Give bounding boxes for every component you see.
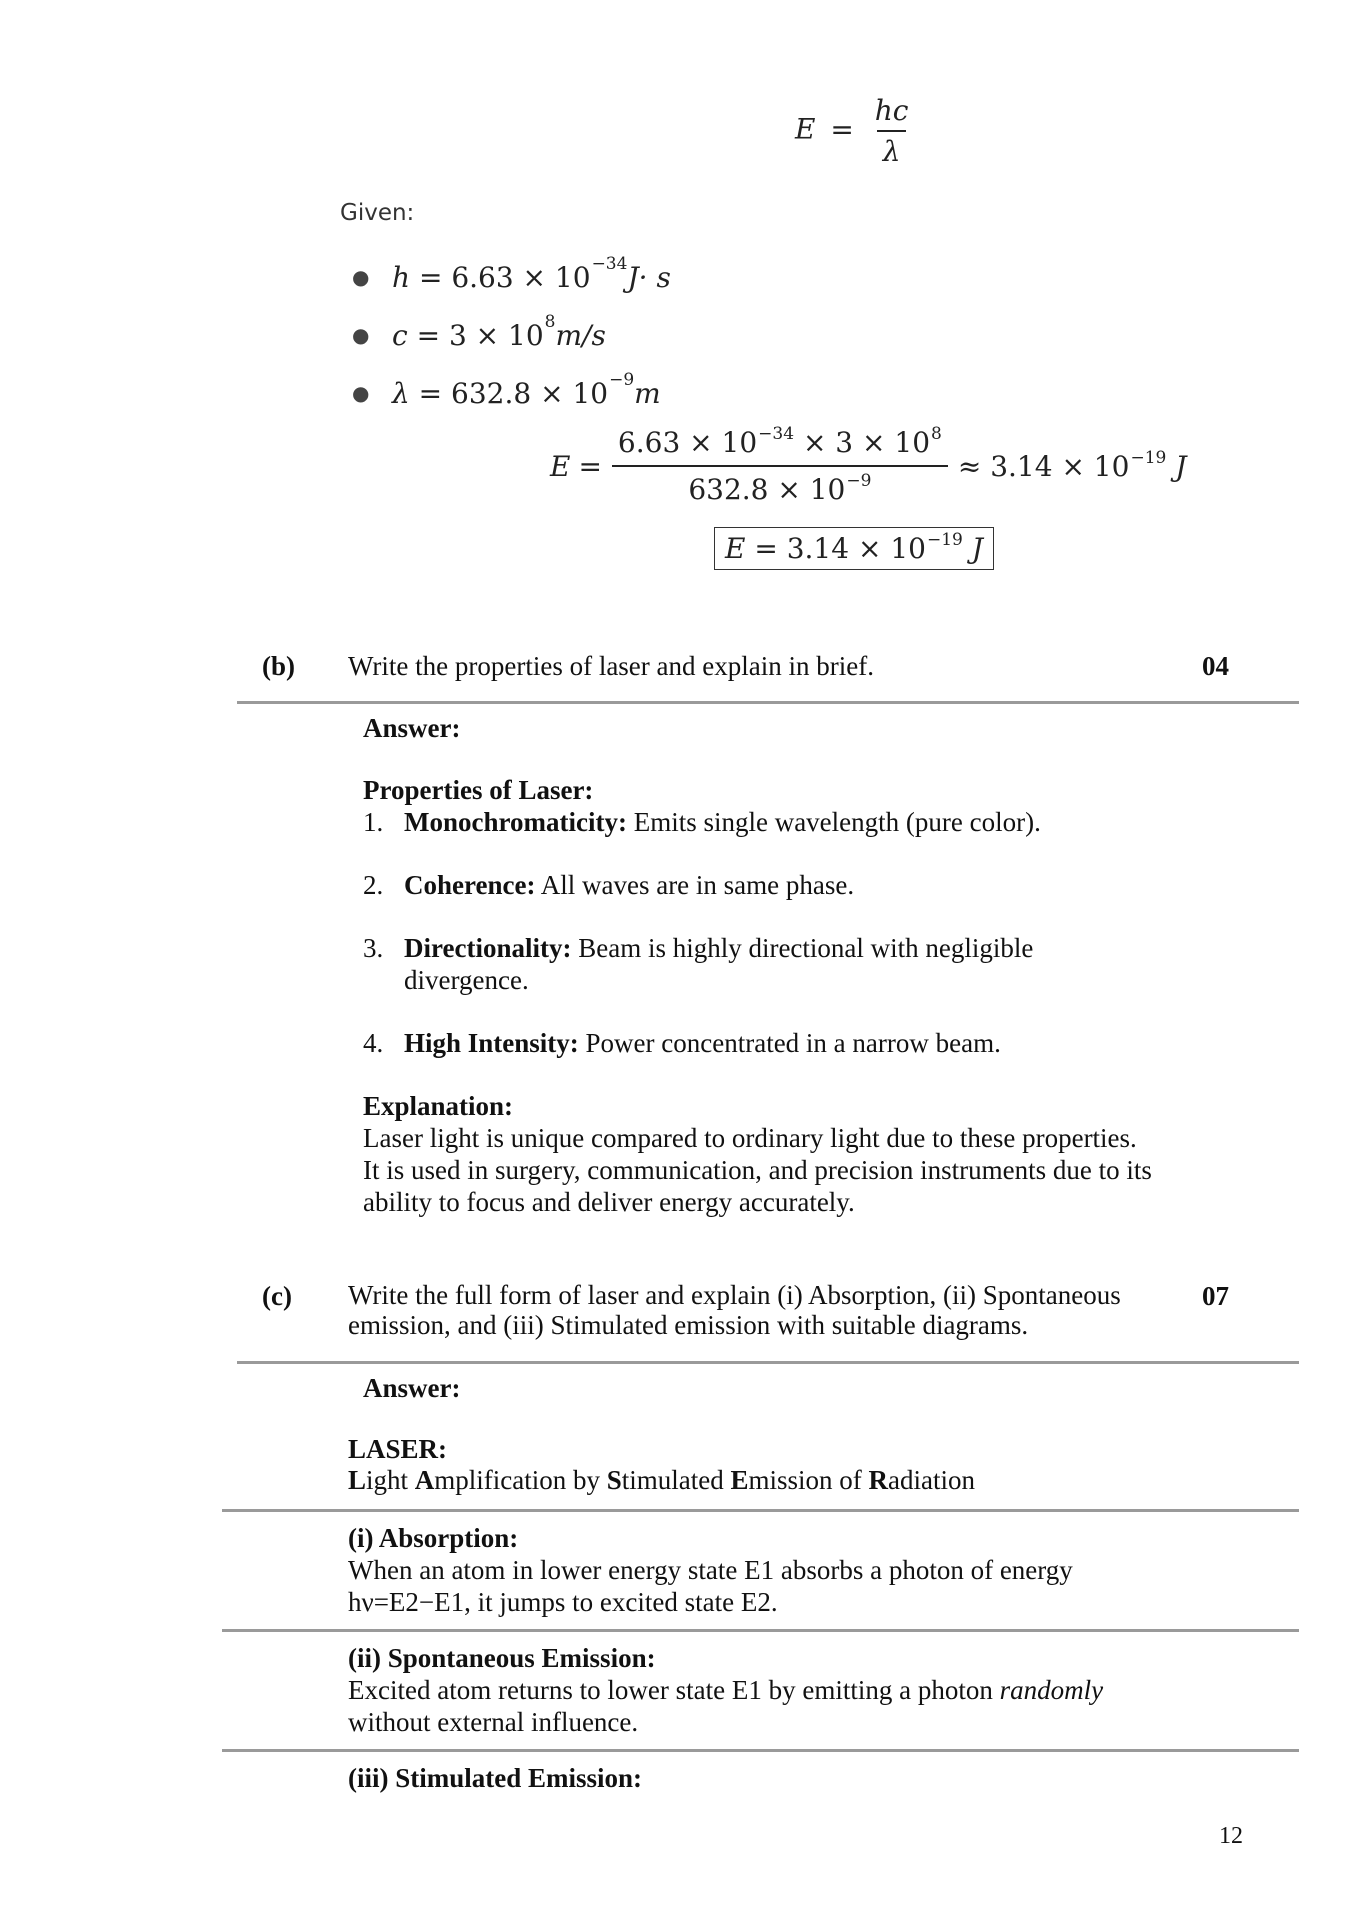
laser-initial: A	[414, 1465, 435, 1495]
stimulated-title: (iii) Stimulated Emission:	[348, 1763, 643, 1793]
given-item-h	[352, 248, 671, 306]
formula-eq: =	[830, 112, 854, 146]
part-c-label: (c)	[262, 1281, 292, 1311]
property-number: 4.	[363, 1028, 384, 1058]
laser-initial: S	[606, 1465, 622, 1495]
property-item	[363, 806, 1223, 838]
spontaneous-line: without external influence.	[348, 1707, 639, 1737]
given-var: λ	[392, 376, 410, 410]
spontaneous-text: Excited atom returns to lower state E1 by emitting a photon	[348, 1675, 1000, 1705]
given-unit: J· s	[627, 260, 671, 294]
formula-fraction	[869, 94, 915, 168]
property-term: Monochromaticity:	[404, 807, 627, 837]
laser-full-form	[348, 1464, 975, 1496]
calc-den-exp: −9	[846, 471, 872, 491]
property-term: High Intensity:	[404, 1028, 579, 1058]
calc-num-a-exp: −34	[758, 424, 795, 444]
properties-title: Properties of Laser:	[363, 775, 594, 805]
calc-num-b: × 3 × 10	[794, 426, 931, 459]
calc-numerator	[612, 426, 948, 465]
result-lhs: E	[725, 532, 746, 565]
property-item	[363, 1027, 1223, 1059]
spontaneous-emphasis: randomly	[999, 1675, 1104, 1705]
energy-calculation	[550, 426, 1186, 506]
answer-label: Answer:	[363, 713, 461, 743]
given-eq: = 6.63 × 10	[418, 260, 591, 294]
laser-word: adiation	[888, 1465, 976, 1495]
spontaneous-title: (ii) Spontaneous Emission:	[348, 1643, 656, 1673]
given-item-lambda	[352, 364, 671, 422]
given-exp: −9	[609, 370, 635, 390]
divider	[237, 701, 1299, 704]
given-var: c	[392, 318, 408, 352]
calc-approx-value: ≈ 3.14 × 10	[957, 449, 1130, 483]
result-exp: −19	[926, 530, 963, 550]
property-text: Emits single wavelength (pure color).	[626, 807, 1041, 837]
property-text: All waves are in same phase.	[535, 870, 855, 900]
laser-word: mission of	[748, 1465, 869, 1495]
explanation-line: Laser light is unique compared to ordinary light due to these properties.	[363, 1123, 1137, 1153]
calc-eq: =	[578, 449, 602, 483]
part-b-marks: 04	[1202, 651, 1229, 681]
bullet-icon: ●	[352, 265, 370, 289]
given-unit: m/s	[555, 318, 606, 352]
calc-denominator	[612, 465, 948, 506]
absorption-title: (i) Absorption:	[348, 1523, 519, 1553]
calc-approx-unit: J	[1166, 449, 1187, 483]
formula-denominator: λ	[877, 130, 907, 168]
formula-numerator: hc	[874, 94, 909, 127]
calc-fraction	[612, 426, 948, 506]
property-number: 1.	[363, 807, 384, 837]
property-text-cont: divergence.	[404, 965, 529, 995]
explanation-title: Explanation:	[363, 1091, 514, 1121]
property-item	[363, 932, 1223, 996]
given-eq: = 3 × 10	[416, 318, 544, 352]
calc-num-b-exp: 8	[931, 424, 942, 444]
property-term: Directionality:	[404, 933, 572, 963]
spontaneous-line	[348, 1674, 1228, 1706]
calc-num-a: 6.63 × 10	[617, 426, 758, 459]
property-term: Coherence:	[404, 870, 536, 900]
formula-energy	[795, 94, 914, 168]
laser-word: timulated	[621, 1465, 731, 1495]
explanation-line: ability to focus and deliver energy accurately.	[363, 1187, 855, 1217]
absorption-line: When an atom in lower energy state E1 absorbs a photon of energy	[348, 1555, 1073, 1585]
part-c-question-line: Write the full form of laser and explain (i) Absorption, (ii) Spontaneous	[348, 1280, 1121, 1310]
calc-den: 632.8 × 10	[688, 473, 846, 506]
formula-lhs: E	[795, 112, 816, 146]
absorption-line: hν=E2−E1, it jumps to excited state E2.	[348, 1587, 778, 1617]
divider	[222, 1629, 1299, 1632]
part-c-marks: 07	[1202, 1281, 1229, 1311]
property-number: 2.	[363, 870, 384, 900]
calc-approx-exp: −19	[1130, 447, 1167, 468]
laser-word: mplification by	[434, 1465, 607, 1495]
part-c-question	[348, 1280, 1168, 1340]
divider	[222, 1509, 1299, 1512]
given-exp: 8	[544, 312, 556, 332]
property-text: Beam is highly directional with negligible	[571, 933, 1034, 963]
given-eq: = 632.8 × 10	[418, 376, 609, 410]
given-exp: −34	[591, 254, 628, 274]
divider	[237, 1361, 1299, 1364]
property-number: 3.	[363, 933, 384, 963]
divider	[222, 1749, 1299, 1752]
part-b-answer	[363, 712, 1223, 1218]
given-list	[352, 248, 671, 422]
property-item	[363, 869, 1223, 901]
result-unit: J	[962, 532, 983, 565]
calc-lhs: E	[550, 449, 571, 483]
laser-initial: R	[868, 1465, 889, 1495]
spontaneous-section	[348, 1642, 1228, 1738]
given-var: h	[392, 260, 411, 294]
absorption-section	[348, 1522, 1228, 1618]
given-label: Given:	[340, 200, 415, 226]
laser-initial: L	[348, 1465, 367, 1495]
given-unit: m	[634, 376, 661, 410]
explanation-line: It is used in surgery, communication, and precision instruments due to its	[363, 1155, 1152, 1185]
result-mid: = 3.14 × 10	[754, 532, 926, 565]
part-b-label: (b)	[262, 651, 295, 681]
bullet-icon: ●	[352, 323, 370, 347]
calc-approx	[957, 447, 1187, 483]
bullet-icon: ●	[352, 381, 370, 405]
property-text: Power concentrated in a narrow beam.	[578, 1028, 1001, 1058]
laser-word: ight	[366, 1465, 415, 1495]
part-c-question-line: emission, and (iii) Stimulated emission with suitable diagrams.	[348, 1310, 1029, 1340]
laser-title: LASER:	[348, 1434, 448, 1464]
part-b-question: Write the properties of laser and explain in brief.	[348, 651, 874, 681]
given-item-c	[352, 306, 671, 364]
page-number: 12	[1219, 1823, 1243, 1849]
boxed-result	[714, 527, 994, 570]
part-c-answer-label: Answer:	[363, 1373, 461, 1403]
laser-initial: E	[730, 1465, 749, 1495]
